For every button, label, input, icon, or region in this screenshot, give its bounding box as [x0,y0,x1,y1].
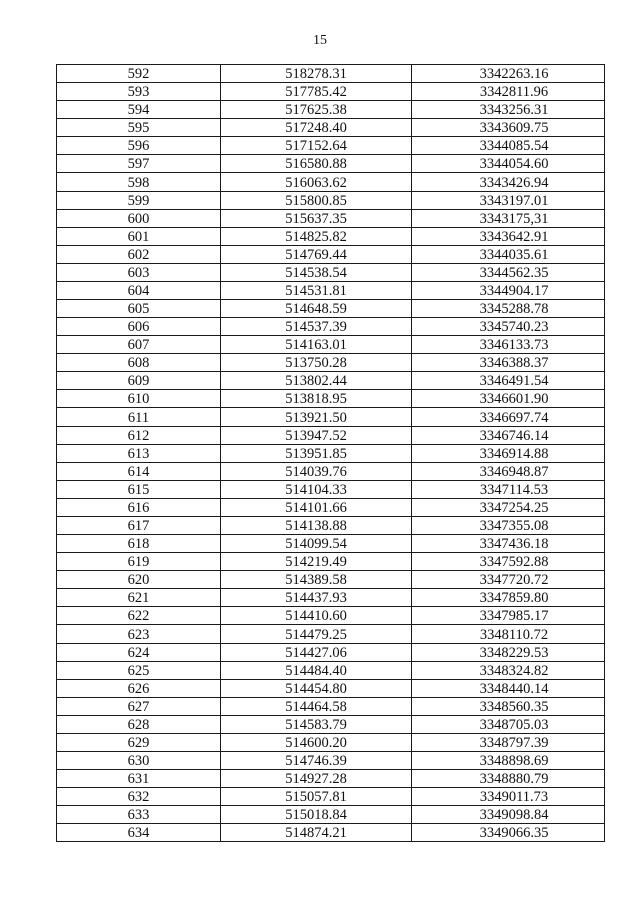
y-coordinate-cell: 3346133.73 [412,336,605,354]
point-number-cell: 616 [57,498,221,516]
x-coordinate-cell: 517152.64 [221,137,412,155]
y-coordinate-cell: 3347985.17 [412,607,605,625]
table-row [57,209,605,227]
table-row [57,101,605,119]
point-number-cell: 597 [57,155,221,173]
x-coordinate-cell: 514927.28 [221,770,412,788]
y-coordinate-cell: 3345288.78 [412,300,605,318]
x-coordinate-cell: 514769.44 [221,245,412,263]
x-coordinate-cell: 513750.28 [221,354,412,372]
y-coordinate-cell: 3346697.74 [412,408,605,426]
point-number-cell: 605 [57,300,221,318]
y-coordinate-cell: 3346388.37 [412,354,605,372]
table-row [57,480,605,498]
y-coordinate-cell: 3347720.72 [412,571,605,589]
table-row [57,155,605,173]
point-number-cell: 615 [57,480,221,498]
x-coordinate-cell: 514600.20 [221,733,412,751]
table-row [57,173,605,191]
table-row [57,715,605,733]
y-coordinate-cell: 3344054.60 [412,155,605,173]
x-coordinate-cell: 513951.85 [221,444,412,462]
point-number-cell: 633 [57,806,221,824]
y-coordinate-cell: 3347114.53 [412,480,605,498]
point-number-cell: 600 [57,209,221,227]
point-number-cell: 624 [57,643,221,661]
x-coordinate-cell: 514410.60 [221,607,412,625]
point-number-cell: 592 [57,65,221,83]
y-coordinate-cell: 3348705.03 [412,715,605,733]
y-coordinate-cell: 3347254.25 [412,498,605,516]
point-number-cell: 599 [57,191,221,209]
x-coordinate-cell: 514219.49 [221,553,412,571]
table-row [57,354,605,372]
table-row [57,372,605,390]
x-coordinate-cell: 513947.52 [221,426,412,444]
table-row [57,697,605,715]
y-coordinate-cell: 3344904.17 [412,281,605,299]
table-row [57,83,605,101]
table-row [57,516,605,534]
point-number-cell: 623 [57,625,221,643]
point-number-cell: 630 [57,751,221,769]
x-coordinate-cell: 515018.84 [221,806,412,824]
y-coordinate-cell: 3343175,31 [412,209,605,227]
table-row [57,679,605,697]
x-coordinate-cell: 514464.58 [221,697,412,715]
point-number-cell: 603 [57,263,221,281]
table-row [57,444,605,462]
y-coordinate-cell: 3348880.79 [412,770,605,788]
table-row [57,824,605,842]
y-coordinate-cell: 3347592.88 [412,553,605,571]
point-number-cell: 625 [57,661,221,679]
y-coordinate-cell: 3342263.16 [412,65,605,83]
y-coordinate-cell: 3346746.14 [412,426,605,444]
table-row [57,535,605,553]
y-coordinate-cell: 3346601.90 [412,390,605,408]
table-row [57,300,605,318]
point-number-cell: 601 [57,227,221,245]
table-row [57,462,605,480]
x-coordinate-cell: 517248.40 [221,119,412,137]
y-coordinate-cell: 3347859.80 [412,589,605,607]
table-row [57,607,605,625]
y-coordinate-cell: 3343197.01 [412,191,605,209]
point-number-cell: 614 [57,462,221,480]
y-coordinate-cell: 3349098.84 [412,806,605,824]
point-number-cell: 627 [57,697,221,715]
table-row [57,191,605,209]
x-coordinate-cell: 514746.39 [221,751,412,769]
table-row [57,408,605,426]
x-coordinate-cell: 514101.66 [221,498,412,516]
point-number-cell: 602 [57,245,221,263]
y-coordinate-cell: 3348110.72 [412,625,605,643]
y-coordinate-cell: 3343256.31 [412,101,605,119]
x-coordinate-cell: 514163.01 [221,336,412,354]
x-coordinate-cell: 514138.88 [221,516,412,534]
table-row [57,751,605,769]
point-number-cell: 620 [57,571,221,589]
point-number-cell: 611 [57,408,221,426]
x-coordinate-cell: 514389.58 [221,571,412,589]
point-number-cell: 619 [57,553,221,571]
table-row [57,589,605,607]
x-coordinate-cell: 514479.25 [221,625,412,643]
table-row [57,643,605,661]
y-coordinate-cell: 3348440.14 [412,679,605,697]
table-row [57,770,605,788]
table-row [57,498,605,516]
y-coordinate-cell: 3348898.69 [412,751,605,769]
point-number-cell: 598 [57,173,221,191]
point-number-cell: 594 [57,101,221,119]
x-coordinate-cell: 514039.76 [221,462,412,480]
y-coordinate-cell: 3343426.94 [412,173,605,191]
x-coordinate-cell: 513802.44 [221,372,412,390]
point-number-cell: 628 [57,715,221,733]
point-number-cell: 634 [57,824,221,842]
coordinates-table-body [57,65,605,842]
x-coordinate-cell: 516063.62 [221,173,412,191]
y-coordinate-cell: 3346914.88 [412,444,605,462]
x-coordinate-cell: 515800.85 [221,191,412,209]
y-coordinate-cell: 3348229.53 [412,643,605,661]
x-coordinate-cell: 514538.54 [221,263,412,281]
y-coordinate-cell: 3344035.61 [412,245,605,263]
y-coordinate-cell: 3348560.35 [412,697,605,715]
x-coordinate-cell: 517785.42 [221,83,412,101]
table-row [57,137,605,155]
x-coordinate-cell: 514874.21 [221,824,412,842]
table-row [57,119,605,137]
y-coordinate-cell: 3347355.08 [412,516,605,534]
y-coordinate-cell: 3346491.54 [412,372,605,390]
point-number-cell: 613 [57,444,221,462]
x-coordinate-cell: 513921.50 [221,408,412,426]
x-coordinate-cell: 513818.95 [221,390,412,408]
point-number-cell: 607 [57,336,221,354]
point-number-cell: 632 [57,788,221,806]
point-number-cell: 593 [57,83,221,101]
y-coordinate-cell: 3347436.18 [412,535,605,553]
x-coordinate-cell: 514648.59 [221,300,412,318]
x-coordinate-cell: 517625.38 [221,101,412,119]
table-row [57,661,605,679]
point-number-cell: 626 [57,679,221,697]
table-row [57,336,605,354]
y-coordinate-cell: 3344085.54 [412,137,605,155]
y-coordinate-cell: 3348797.39 [412,733,605,751]
coordinates-table [56,64,605,842]
x-coordinate-cell: 514104.33 [221,480,412,498]
point-number-cell: 612 [57,426,221,444]
point-number-cell: 606 [57,318,221,336]
x-coordinate-cell: 514454.80 [221,679,412,697]
y-coordinate-cell: 3349066.35 [412,824,605,842]
x-coordinate-cell: 515057.81 [221,788,412,806]
table-row [57,281,605,299]
table-row [57,788,605,806]
x-coordinate-cell: 515637.35 [221,209,412,227]
table-row [57,426,605,444]
y-coordinate-cell: 3344562.35 [412,263,605,281]
point-number-cell: 596 [57,137,221,155]
x-coordinate-cell: 514531.81 [221,281,412,299]
table-row [57,318,605,336]
table-row [57,245,605,263]
x-coordinate-cell: 514537.39 [221,318,412,336]
point-number-cell: 604 [57,281,221,299]
table-row [57,263,605,281]
y-coordinate-cell: 3343642.91 [412,227,605,245]
y-coordinate-cell: 3349011.73 [412,788,605,806]
point-number-cell: 608 [57,354,221,372]
table-row [57,227,605,245]
point-number-cell: 609 [57,372,221,390]
point-number-cell: 617 [57,516,221,534]
y-coordinate-cell: 3342811.96 [412,83,605,101]
x-coordinate-cell: 514427.06 [221,643,412,661]
table-row [57,806,605,824]
x-coordinate-cell: 516580.88 [221,155,412,173]
x-coordinate-cell: 518278.31 [221,65,412,83]
x-coordinate-cell: 514825.82 [221,227,412,245]
point-number-cell: 595 [57,119,221,137]
y-coordinate-cell: 3346948.87 [412,462,605,480]
y-coordinate-cell: 3345740.23 [412,318,605,336]
y-coordinate-cell: 3343609.75 [412,119,605,137]
point-number-cell: 621 [57,589,221,607]
table-row [57,390,605,408]
y-coordinate-cell: 3348324.82 [412,661,605,679]
table-row [57,733,605,751]
point-number-cell: 610 [57,390,221,408]
point-number-cell: 622 [57,607,221,625]
page-number: 15 [313,33,327,48]
table-row [57,65,605,83]
x-coordinate-cell: 514437.93 [221,589,412,607]
point-number-cell: 631 [57,770,221,788]
table-row [57,625,605,643]
table-row [57,571,605,589]
x-coordinate-cell: 514484.40 [221,661,412,679]
x-coordinate-cell: 514583.79 [221,715,412,733]
x-coordinate-cell: 514099.54 [221,535,412,553]
table-row [57,553,605,571]
point-number-cell: 629 [57,733,221,751]
point-number-cell: 618 [57,535,221,553]
